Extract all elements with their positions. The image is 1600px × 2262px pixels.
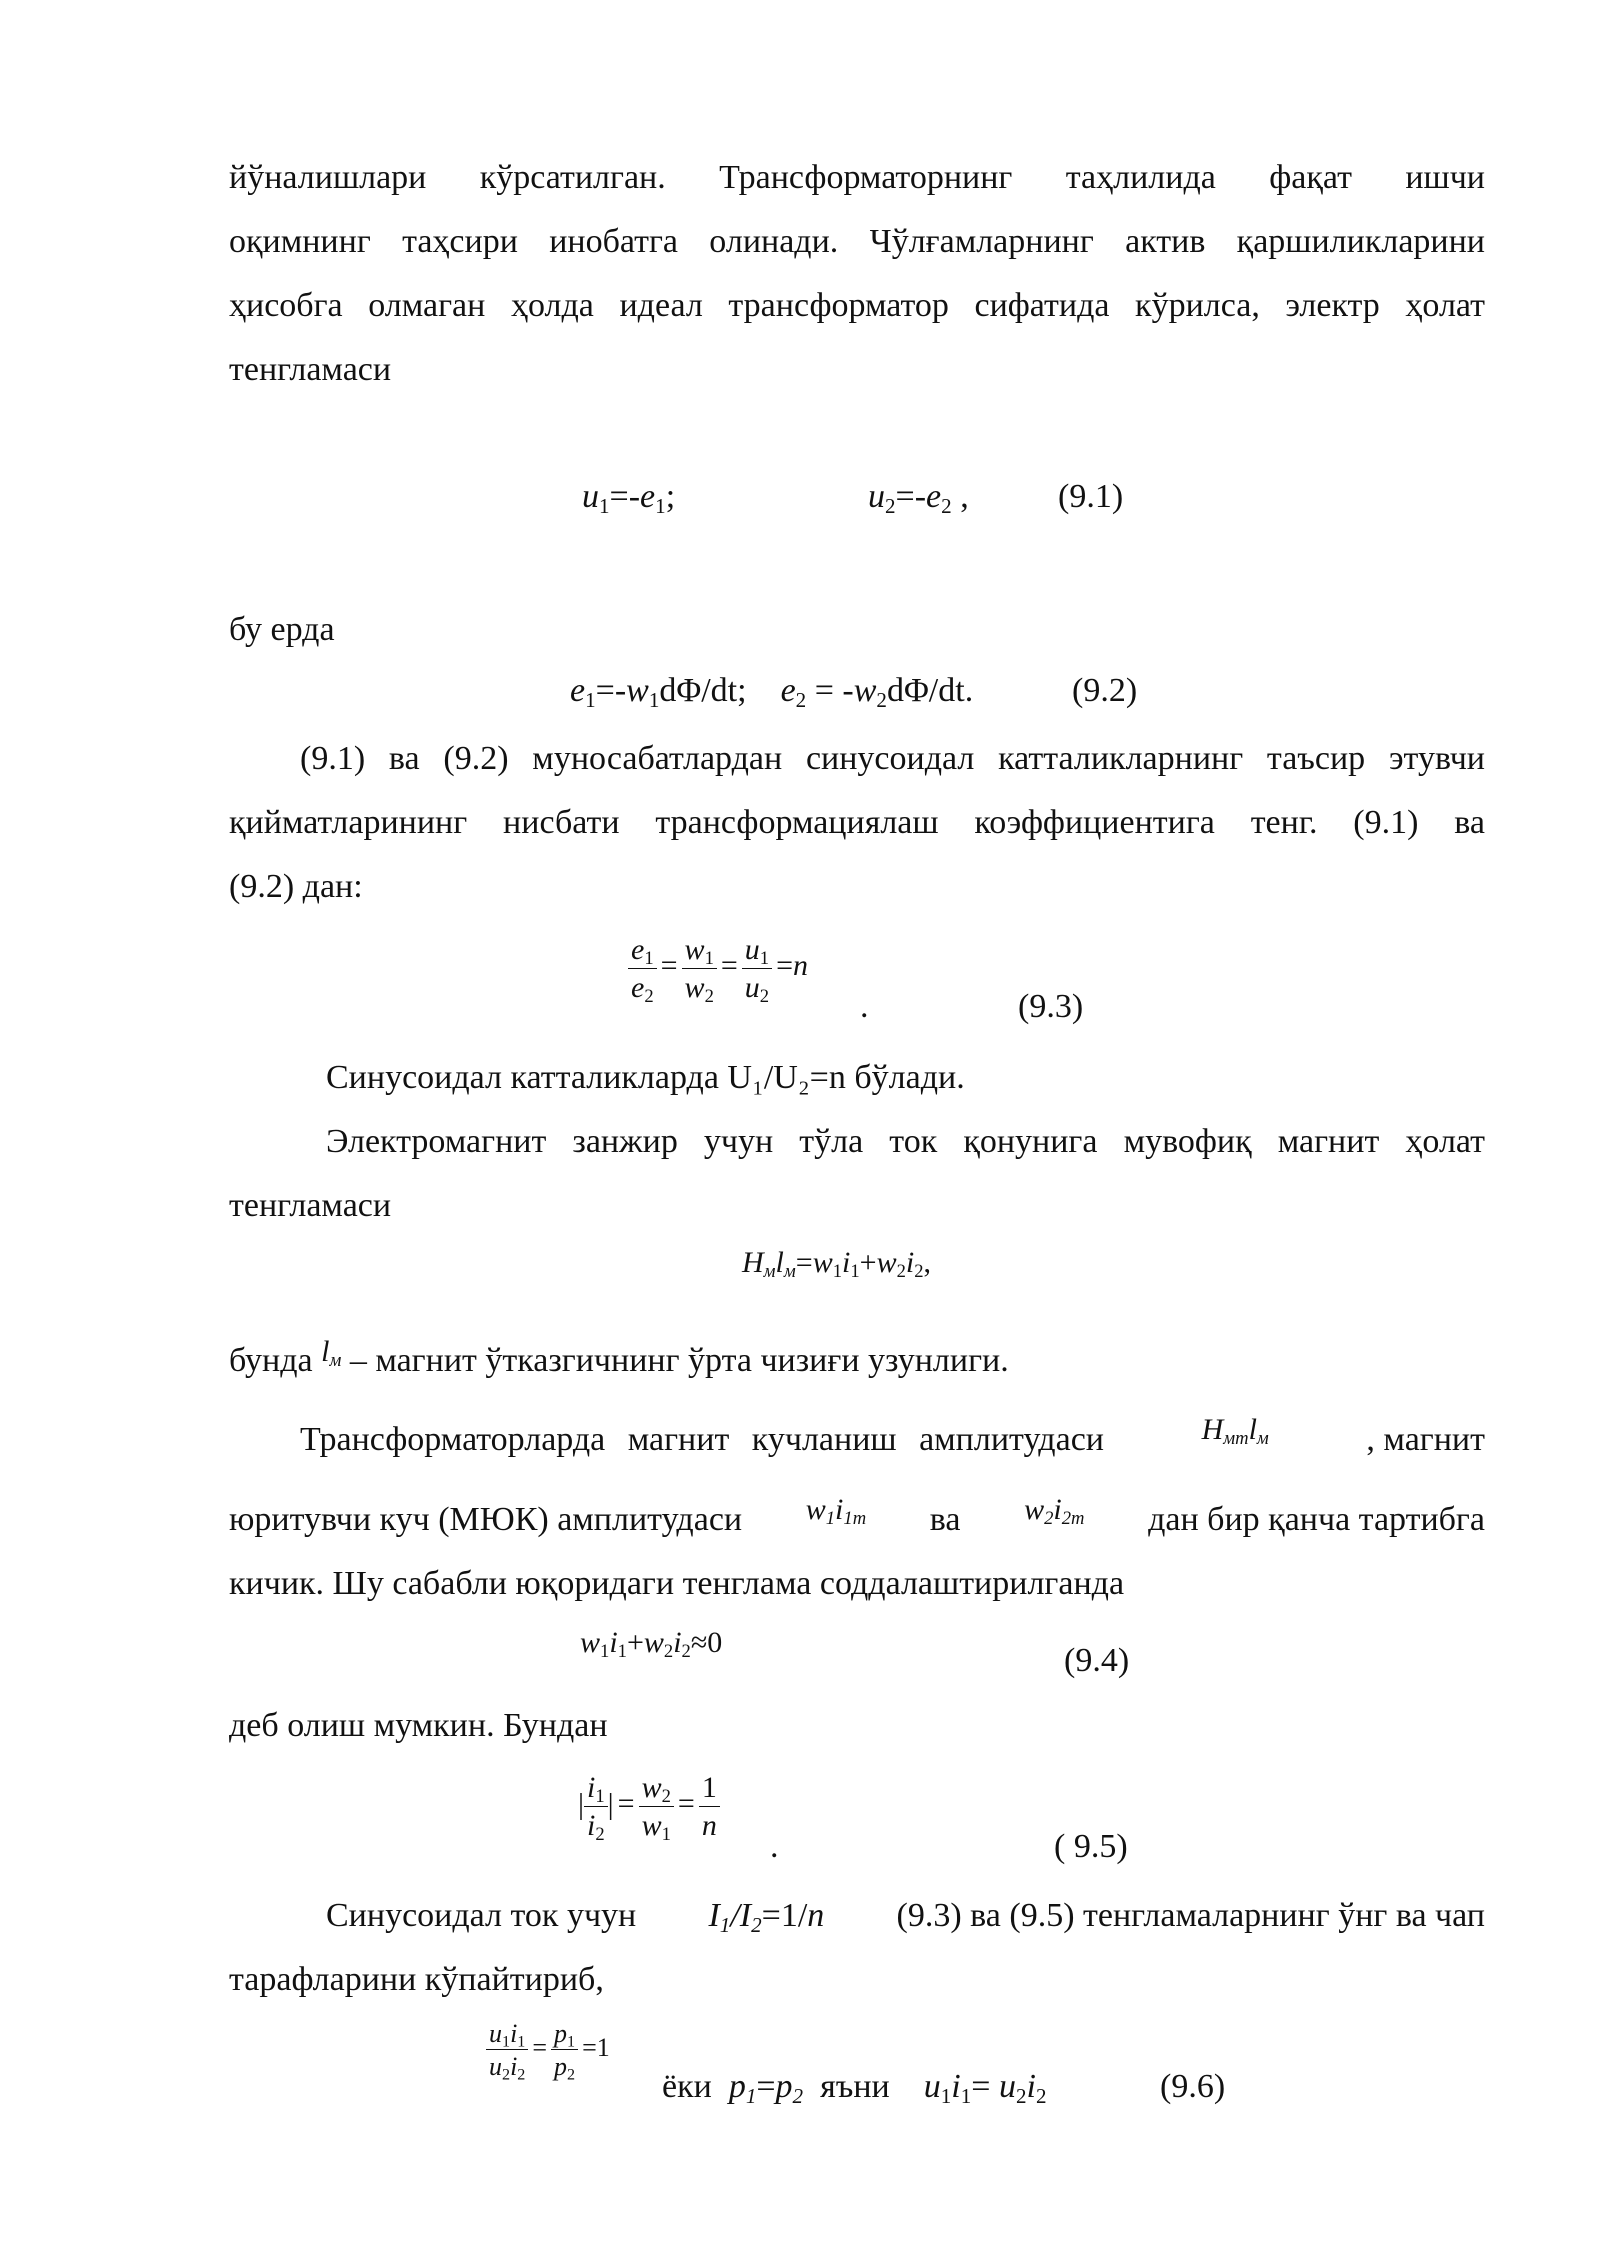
paragraph-1-line-2: оқимнинг таҳсири инобатга олинади. Чўлғамларнинг актив қаршиликларини <box>229 223 1485 260</box>
equation-9-1-left: $u_1=-e_1$; <box>582 478 676 518</box>
equation-9-5-number: ( 9.5) <box>1054 1828 1128 1865</box>
l-m-symbol: $l_м$ <box>321 1335 342 1372</box>
i1-i2-ratio: $I_1/I_2=1/n$ <box>708 1897 825 1937</box>
equation-9-2: $e_1=-w_1d\Phi/dt$; $e_2 = -w_2d\Phi/dt$. <box>570 672 974 712</box>
equation-9-3-dot: . <box>860 988 869 1025</box>
paragraph-1-line-3: ҳисобга олмаган ҳолда идеал трансформатор сифатида кўрилса, электр ҳолат <box>229 287 1485 324</box>
paragraph-3-line-2: тенгламаси <box>229 1187 392 1224</box>
paragraph-3-line-1: Электромагнит занжир учун тўла ток қонунига мувофиқ магнит ҳолат <box>326 1123 1485 1160</box>
equation-9-5-dot: . <box>770 1828 779 1865</box>
equation-9-6-text: ёки $p_1=p_2$ яъни $u_1i_1= u_2i_2$ <box>662 2068 1047 2108</box>
sinusoidal-note: Синусоидал катталикларда U₁/U₂=n бўлади. <box>326 1059 965 1096</box>
deb-olish-text: деб олиш мумкин. Бундан <box>229 1707 608 1744</box>
paragraph-1-line-4: тенгламаси <box>229 351 392 388</box>
bunda-before: бунда <box>229 1342 313 1379</box>
equation-9-6-fraction: $\frac{u_1i_1}{u_2i_2}$ = $\frac{p_1}{p_2}$ =1 <box>486 2020 614 2081</box>
w2-i2m-symbol: $w_2i_{2m}$ <box>1024 1493 1085 1530</box>
bunda-line <box>229 1329 1485 1394</box>
h-mt-l-m-symbol: $H_{мт}l_м$ <box>1201 1413 1269 1450</box>
paragraph-1-line-1: йўналишлари кўрсатилган. Трансформаторнинг таҳлилида фақат ишчи <box>229 159 1485 196</box>
paragraph-5-line-1: Синусоидал ток учун $I_1/I_2=1/n$ (9.3) ва (9.5) тенгламаларнинг ўнг ва чап <box>229 1884 1485 1948</box>
paragraph-2-line-2: қийматларининг нисбати трансформациялаш коэффициентига тенг. (9.1) ва <box>229 804 1485 841</box>
equation-9-6-number: (9.6) <box>1160 2068 1226 2105</box>
equation-9-1-right: $u_2=-e_2$ , <box>868 478 969 518</box>
equation-9-2-number: (9.2) <box>1072 672 1138 709</box>
paragraph-2-line-1: (9.1) ва (9.2) муносабатлардан синусоидал катталикларнинг таъсир этувчи <box>300 740 1485 777</box>
paragraph-5-line-2: тарафларини кўпайтириб, <box>229 1961 604 1998</box>
paragraph-4-line-2: юритувчи куч (МЮК) амплитудаси $w_1i_{1m}$ ва $w_2i_{2m}$ дан бир қанча тартибга <box>229 1488 1485 1552</box>
paragraph-2-line-3: (9.2) дан: <box>229 868 363 905</box>
equation-9-3: $\frac{e_1}{e_2}$ = $\frac{w_1}{w_2}$ = $\frac{u_1}{u_2}$ =n <box>628 934 812 1003</box>
w1-i1m-symbol: $w_1i_{1m}$ <box>805 1493 867 1530</box>
bu-erda-text: бу ерда <box>229 611 335 648</box>
equation-9-5: | $\frac{i_1}{i_2}$ | = $\frac{w_2}{w_1}$ = $\frac{1}{n}$ <box>578 1772 720 1841</box>
equation-9-3-number: (9.3) <box>1018 988 1084 1025</box>
paragraph-4-line-3: кичик. Шу сабабли юқоридаги тенглама соддалаштирилганда <box>229 1565 1125 1602</box>
equation-9-1-number: (9.1) <box>1058 478 1124 515</box>
equation-9-4: $w_1i_1+w_2i_2\approx 0$ <box>580 1626 723 1663</box>
bunda-after: – магнит ўтказгичнинг ўрта чизиғи узунлиги. <box>349 1342 1009 1379</box>
equation-9-4-number: (9.4) <box>1064 1642 1130 1679</box>
magnetic-circuit-equation: $H_мl_м=w_1i_1+w_2i_2$, <box>742 1246 932 1283</box>
paragraph-4-line-1: Трансформаторларда магнит кучланиш амплитудаси $H_{мт}l_м$ , магнит <box>229 1408 1485 1472</box>
